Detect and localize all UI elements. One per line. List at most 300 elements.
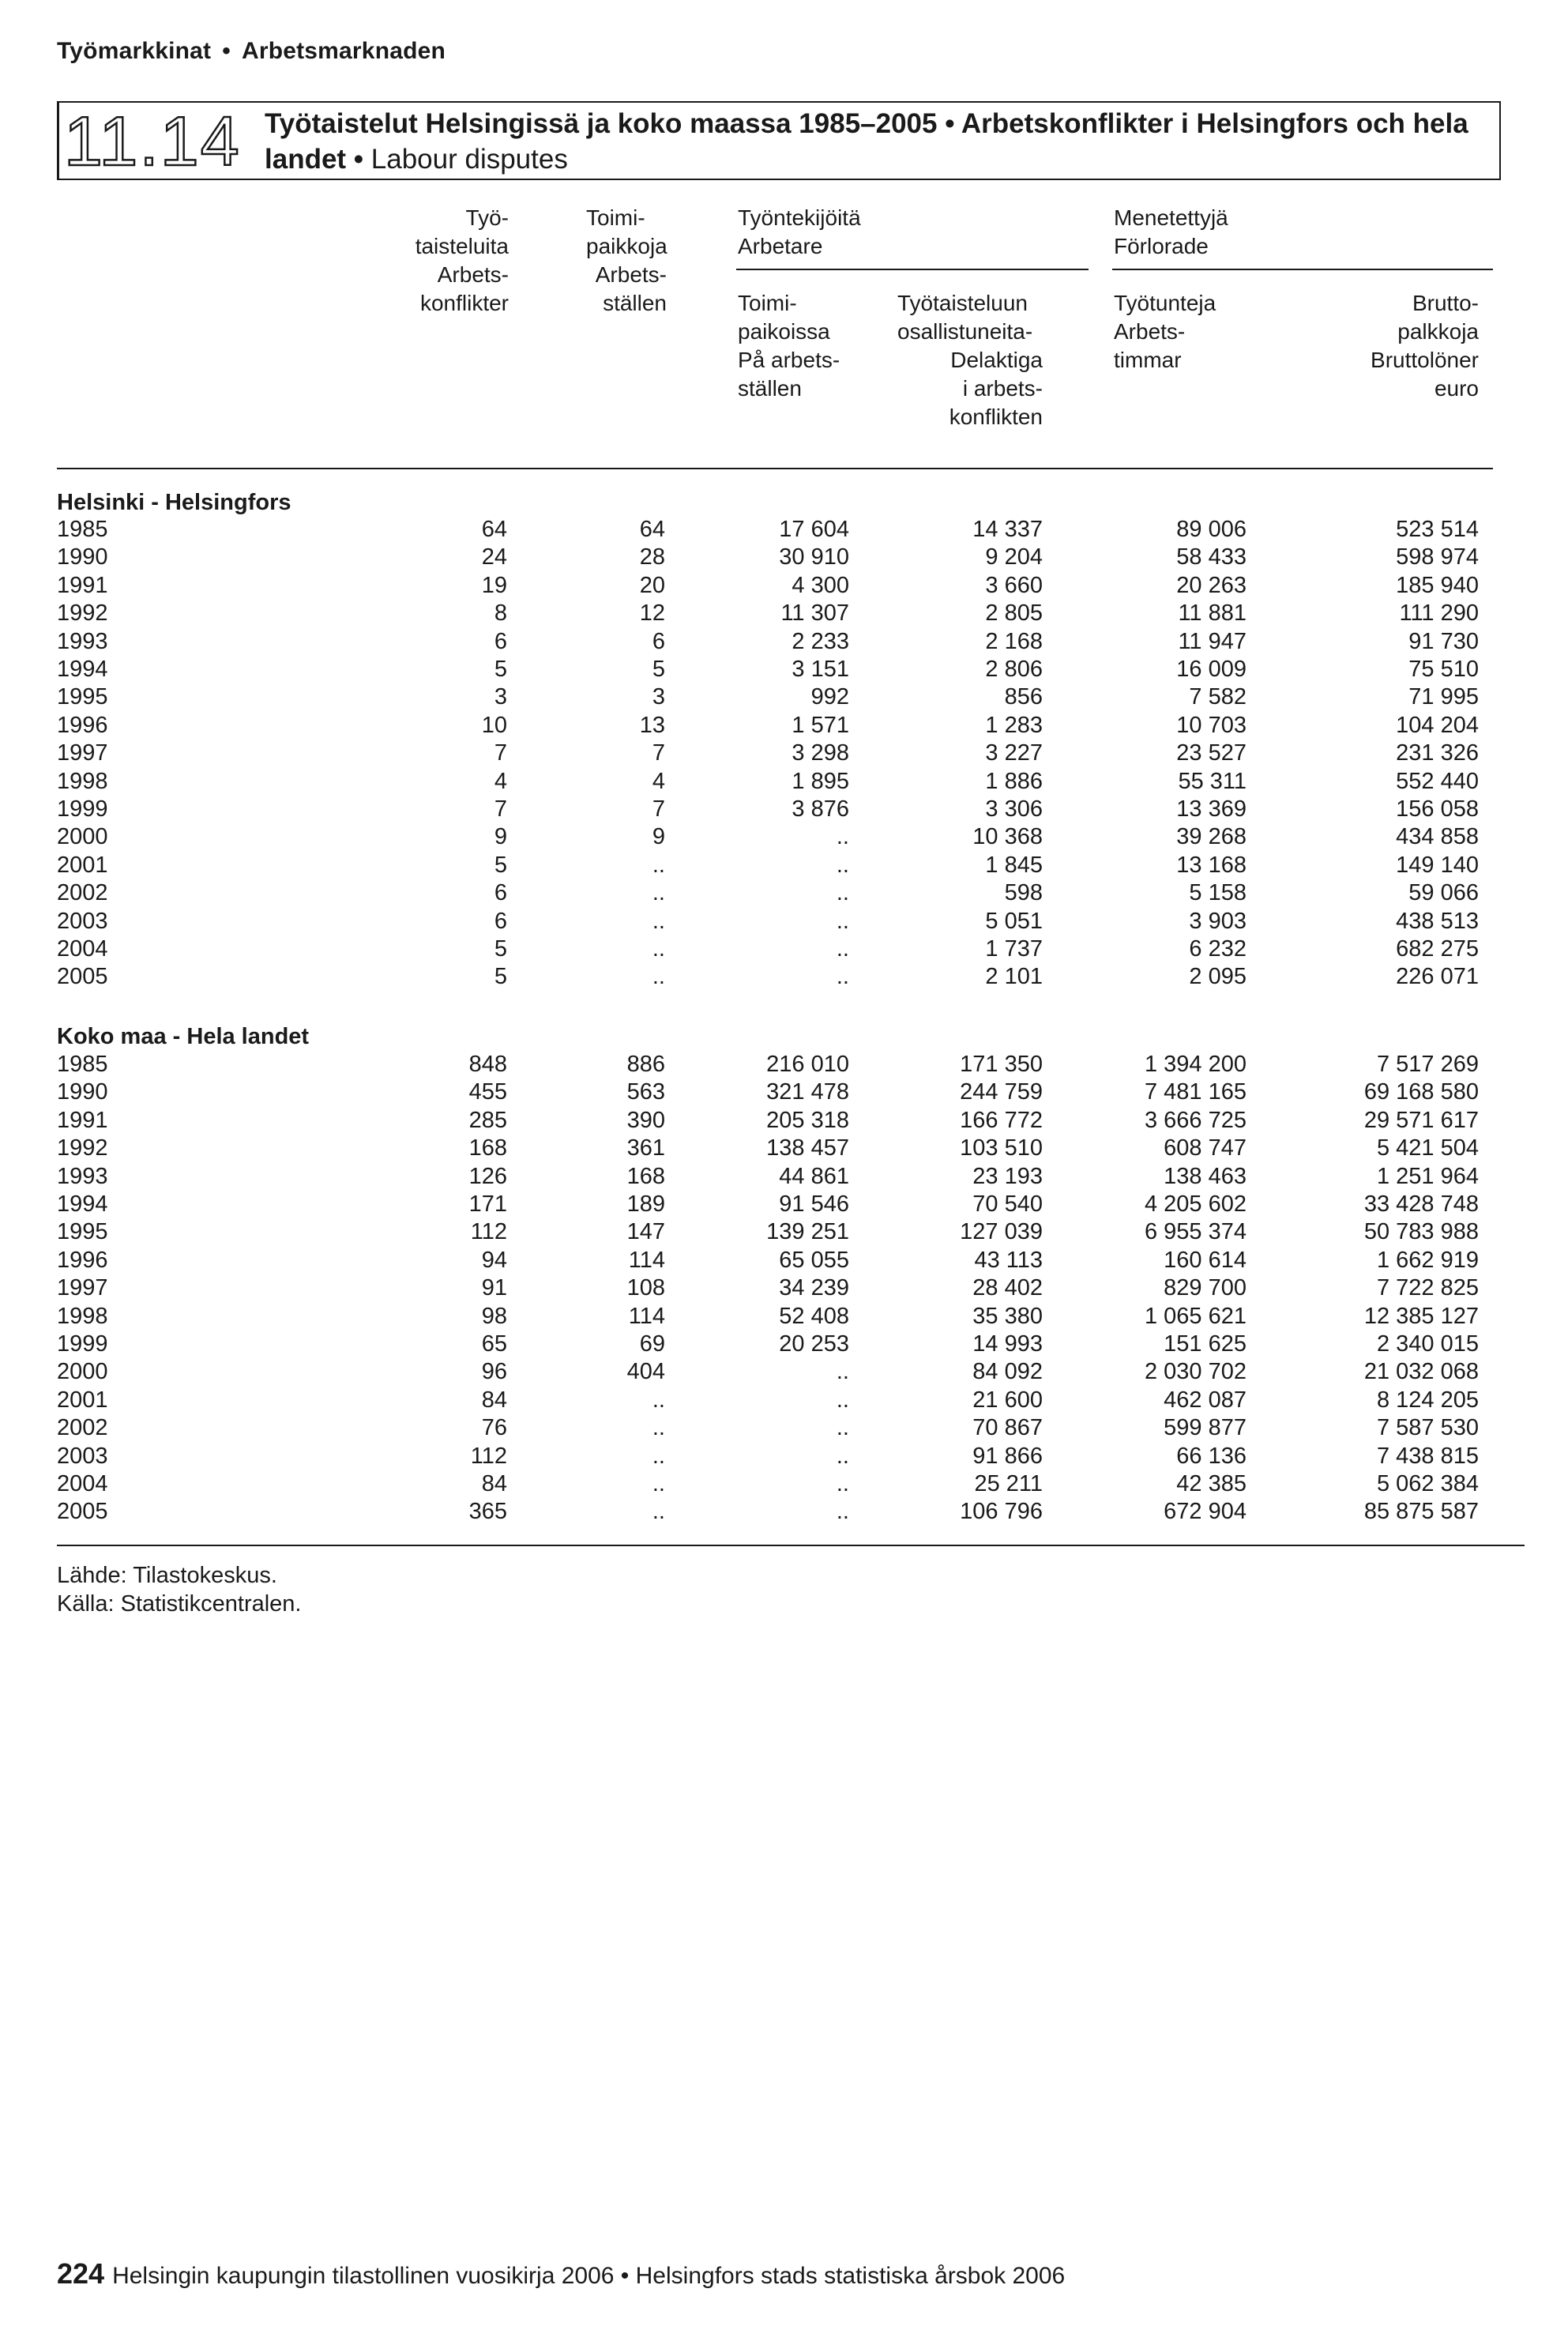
cell-c1: 91: [481, 1275, 507, 1301]
cell-c6: 50 783 988: [1363, 1219, 1479, 1245]
cell-c1: 96: [481, 1359, 507, 1385]
row-year: 2004: [57, 1471, 108, 1496]
cell-c5: 11 947: [1178, 628, 1247, 654]
cell-c5: 42 385: [1176, 1471, 1247, 1496]
cell-c6: 2 340 015: [1376, 1331, 1479, 1357]
cell-c1: 94: [481, 1247, 507, 1273]
header-line: paikkoja: [586, 234, 667, 258]
cell-c5: 6 232: [1189, 936, 1247, 962]
cell-c3: 52 408: [779, 1303, 849, 1329]
cell-c6: 69 168 580: [1363, 1079, 1479, 1105]
cell-c4: 3 227: [985, 740, 1043, 766]
cell-c5: 2 095: [1189, 964, 1247, 990]
cell-c3: ..: [836, 936, 849, 962]
cell-c4: 2 805: [985, 600, 1043, 627]
header-line: euro: [1434, 376, 1479, 401]
header-col-hours: [1114, 289, 1256, 375]
header-rule-lost: [1112, 269, 1493, 270]
cell-c2: ..: [652, 880, 665, 906]
cell-c1: 7: [494, 796, 507, 822]
row-year: 1997: [57, 740, 108, 766]
cell-c1: 171: [468, 1191, 507, 1217]
cell-c1: 6: [494, 628, 507, 654]
cell-c6: 111 290: [1399, 600, 1479, 627]
cell-c6: 91 730: [1408, 628, 1479, 654]
cell-c6: 5 421 504: [1376, 1135, 1479, 1161]
cell-c4: 91 866: [972, 1443, 1043, 1469]
row-year: 2005: [57, 1499, 108, 1525]
cell-c3: 1 571: [792, 712, 849, 738]
header-line: Bruttolöner: [1371, 348, 1479, 372]
header-rule-workers: [736, 269, 1089, 270]
table-row: [0, 656, 1568, 683]
header-col-wages: [1311, 289, 1479, 403]
table-row: [0, 1303, 1568, 1331]
page-number: 224: [57, 2257, 105, 2290]
table-row: [0, 1358, 1568, 1386]
cell-c1: 6: [494, 908, 507, 934]
cell-c1: 112: [470, 1219, 507, 1245]
table-row: [0, 1247, 1568, 1274]
section-title-sv: Arbetsmarknaden: [241, 38, 446, 64]
table-row: [0, 1498, 1568, 1526]
cell-c3: 3 151: [792, 657, 849, 682]
cell-c4: 14 993: [972, 1331, 1043, 1357]
cell-c6: 682 275: [1396, 936, 1479, 962]
cell-c5: 5 158: [1189, 880, 1247, 906]
cell-c2: 404: [626, 1359, 665, 1385]
header-line: Työntekijöitä: [738, 205, 861, 230]
row-year: 2005: [57, 964, 108, 990]
cell-c5: 3 903: [1189, 908, 1247, 934]
cell-c3: 30 910: [779, 544, 849, 570]
cell-c2: 108: [626, 1275, 665, 1301]
header-line: ställen: [603, 291, 667, 315]
header-line: Arbets-: [595, 262, 667, 287]
cell-c2: ..: [652, 936, 665, 962]
cell-c2: ..: [652, 908, 665, 934]
row-year: 1991: [57, 572, 108, 598]
table-number: 11.14: [64, 102, 241, 180]
cell-c6: 71 995: [1408, 684, 1479, 710]
cell-c6: 8 124 205: [1376, 1387, 1479, 1413]
cell-c4: 856: [1004, 684, 1043, 710]
row-year: 1992: [57, 1135, 108, 1161]
table-title-bold: Työtaistelut Helsingissä ja koko maassa 1985–2005 • Arbetskonflikter i Helsingfors och hela landet •: [265, 108, 1468, 175]
cell-c3: 91 546: [779, 1191, 849, 1217]
section-header: [57, 38, 446, 65]
cell-c4: 1 886: [985, 768, 1043, 794]
cell-c4: 3 306: [985, 796, 1043, 822]
cell-c3: ..: [836, 908, 849, 934]
header-line: i arbets-: [962, 376, 1043, 401]
cell-c3: 1 895: [792, 768, 849, 794]
cell-c4: 598: [1004, 880, 1043, 906]
table-row: [0, 796, 1568, 823]
header-line: konflikter: [419, 291, 509, 315]
header-group-lost: [1114, 204, 1477, 261]
cell-c3: ..: [836, 824, 849, 850]
cell-c2: ..: [652, 964, 665, 990]
cell-c1: 84: [481, 1471, 507, 1496]
cell-c3: ..: [836, 1471, 849, 1496]
cell-c2: 189: [626, 1191, 665, 1217]
header-line: Toimi-: [586, 205, 645, 230]
cell-c3: 216 010: [766, 1052, 849, 1077]
cell-c1: 455: [468, 1079, 507, 1105]
cell-c4: 9 204: [985, 544, 1043, 570]
cell-c4: 2 806: [985, 657, 1043, 682]
table-row: [0, 1218, 1568, 1246]
row-year: 1991: [57, 1107, 108, 1133]
source-fi: Lähde: Tilastokeskus.: [57, 1563, 277, 1588]
header-line: Arbetare: [738, 234, 823, 258]
cell-c2: 4: [652, 768, 665, 794]
cell-c4: 21 600: [972, 1387, 1043, 1413]
cell-c5: 13 369: [1176, 796, 1247, 822]
cell-c3: ..: [836, 852, 849, 878]
cell-c4: 1 283: [985, 712, 1043, 738]
cell-c6: 85 875 587: [1363, 1499, 1479, 1525]
table-row: [0, 1443, 1568, 1470]
cell-c3: 3 876: [792, 796, 849, 822]
cell-c3: ..: [836, 1499, 849, 1525]
row-year: 1998: [57, 1303, 108, 1329]
cell-c2: ..: [652, 1443, 665, 1469]
header-line: paikoissa: [738, 319, 830, 344]
row-year: 2003: [57, 908, 108, 934]
table-row: [0, 628, 1568, 656]
header-line: Menetettyjä: [1114, 205, 1228, 230]
cell-c3: ..: [836, 1359, 849, 1385]
cell-c1: 5: [494, 964, 507, 990]
footer-text: Helsingin kaupungin tilastollinen vuosikirja 2006 • Helsingfors stads statistiska årsbok 2006: [112, 2263, 1066, 2289]
cell-c3: 34 239: [779, 1275, 849, 1301]
cell-c1: 7: [494, 740, 507, 766]
header-bottom-rule: [57, 468, 1493, 469]
cell-c1: 112: [470, 1443, 507, 1469]
cell-c4: 28 402: [972, 1275, 1043, 1301]
table-row: [0, 1107, 1568, 1135]
cell-c3: 65 055: [779, 1247, 849, 1273]
table-row: [0, 879, 1568, 907]
table-row: [0, 1387, 1568, 1414]
cell-c5: 599 877: [1164, 1415, 1247, 1441]
cell-c3: 138 457: [766, 1135, 849, 1161]
cell-c2: ..: [652, 1471, 665, 1496]
cell-c5: 10 703: [1176, 712, 1247, 738]
cell-c3: 17 604: [779, 517, 849, 542]
cell-c6: 33 428 748: [1363, 1191, 1479, 1217]
cell-c3: 2 233: [792, 628, 849, 654]
cell-c2: 13: [639, 712, 665, 738]
cell-c6: 434 858: [1396, 824, 1479, 850]
cell-c3: 3 298: [792, 740, 849, 766]
group-label-whole-country: Koko maa - Hela landet: [57, 1024, 310, 1049]
cell-c1: 126: [468, 1163, 507, 1189]
cell-c5: 16 009: [1176, 657, 1247, 682]
row-year: 1999: [57, 1331, 108, 1357]
cell-c5: 1 394 200: [1144, 1052, 1247, 1077]
cell-c6: 29 571 617: [1363, 1107, 1479, 1133]
cell-c6: 12 385 127: [1363, 1303, 1479, 1329]
cell-c4: 171 350: [960, 1052, 1043, 1077]
cell-c5: 151 625: [1164, 1331, 1247, 1357]
table-row: [0, 852, 1568, 879]
cell-c6: 7 438 815: [1376, 1443, 1479, 1469]
cell-c6: 552 440: [1396, 768, 1479, 794]
cell-c6: 1 662 919: [1376, 1247, 1479, 1273]
row-year: 1993: [57, 628, 108, 654]
table-row: [0, 963, 1568, 991]
cell-c2: 64: [639, 517, 665, 542]
table-row: [0, 1191, 1568, 1218]
cell-c4: 25 211: [974, 1471, 1043, 1496]
header-line: Työtaisteluun: [897, 291, 1028, 315]
cell-c2: 28: [639, 544, 665, 570]
cell-c1: 4: [494, 768, 507, 794]
row-year: 2001: [57, 852, 108, 878]
cell-c3: ..: [836, 1387, 849, 1413]
cell-c6: 149 140: [1396, 852, 1479, 878]
row-year: 2000: [57, 1359, 108, 1385]
cell-c4: 70 540: [972, 1191, 1043, 1217]
header-line: Arbets-: [1114, 319, 1186, 344]
cell-c2: 114: [628, 1303, 665, 1329]
cell-c5: 3 666 725: [1144, 1107, 1247, 1133]
table-row: [0, 600, 1568, 627]
cell-c6: 156 058: [1396, 796, 1479, 822]
cell-c1: 5: [494, 657, 507, 682]
row-year: 2004: [57, 936, 108, 962]
cell-c6: 523 514: [1396, 517, 1479, 542]
cell-c4: 3 660: [985, 572, 1043, 598]
cell-c4: 14 337: [972, 517, 1043, 542]
cell-c2: 9: [652, 824, 665, 850]
section-title-fi: Työmarkkinat: [57, 38, 212, 64]
page-footer: [57, 2258, 1065, 2292]
table-row: [0, 1051, 1568, 1078]
table-row: [0, 572, 1568, 600]
row-year: 1992: [57, 600, 108, 627]
table-title-box: [57, 101, 1501, 180]
table-row: [0, 1163, 1568, 1191]
cell-c2: 390: [626, 1107, 665, 1133]
cell-c4: 166 772: [960, 1107, 1043, 1133]
cell-c5: 138 463: [1164, 1163, 1247, 1189]
cell-c6: 1 251 964: [1376, 1163, 1479, 1189]
cell-c2: ..: [652, 1499, 665, 1525]
table-row: [0, 740, 1568, 767]
header-col-workplaces: [586, 204, 697, 318]
cell-c2: 361: [626, 1135, 665, 1161]
row-year: 1999: [57, 796, 108, 822]
cell-c6: 21 032 068: [1363, 1359, 1479, 1385]
cell-c1: 5: [494, 852, 507, 878]
row-year: 1985: [57, 517, 108, 542]
cell-c4: 10 368: [972, 824, 1043, 850]
row-year: 2000: [57, 824, 108, 850]
row-year: 2001: [57, 1387, 108, 1413]
cell-c4: 2 101: [985, 964, 1043, 990]
table-row: [0, 908, 1568, 935]
cell-c6: 104 204: [1396, 712, 1479, 738]
cell-c6: 59 066: [1408, 880, 1479, 906]
cell-c3: 44 861: [779, 1163, 849, 1189]
section-separator: •: [222, 38, 231, 64]
header-col-disputes: [379, 204, 509, 318]
cell-c5: 11 881: [1178, 600, 1247, 627]
cell-c1: 10: [481, 712, 507, 738]
cell-c1: 3: [494, 684, 507, 710]
cell-c6: 598 974: [1396, 544, 1479, 570]
cell-c6: 75 510: [1408, 657, 1479, 682]
cell-c1: 64: [481, 517, 507, 542]
cell-c5: 66 136: [1176, 1443, 1247, 1469]
source-sv: Källa: Statistikcentralen.: [57, 1591, 302, 1617]
header-line: taisteluita: [415, 234, 509, 258]
cell-c5: 23 527: [1176, 740, 1247, 766]
cell-c4: 2 168: [985, 628, 1043, 654]
cell-c2: 7: [652, 796, 665, 822]
cell-c5: 39 268: [1176, 824, 1247, 850]
header-col-at-workplaces: [738, 289, 864, 403]
cell-c5: 55 311: [1178, 768, 1247, 794]
cell-c3: 4 300: [792, 572, 849, 598]
table-row: [0, 516, 1568, 544]
cell-c1: 6: [494, 880, 507, 906]
cell-c1: 365: [468, 1499, 507, 1525]
cell-c4: 5 051: [985, 908, 1043, 934]
cell-c2: 6: [652, 628, 665, 654]
table-row: [0, 1470, 1568, 1498]
cell-c5: 829 700: [1164, 1275, 1247, 1301]
cell-c6: 226 071: [1396, 964, 1479, 990]
cell-c4: 1 845: [985, 852, 1043, 878]
cell-c6: 7 587 530: [1376, 1415, 1479, 1441]
cell-c1: 98: [481, 1303, 507, 1329]
table-row: [0, 544, 1568, 571]
cell-c1: 168: [468, 1135, 507, 1161]
cell-c4: 244 759: [960, 1079, 1043, 1105]
table-row: [0, 712, 1568, 740]
cell-c5: 58 433: [1176, 544, 1247, 570]
cell-c6: 185 940: [1396, 572, 1479, 598]
header-line: Brutto-: [1412, 291, 1479, 315]
cell-c2: 7: [652, 740, 665, 766]
row-year: 2003: [57, 1443, 108, 1469]
row-year: 1996: [57, 712, 108, 738]
cell-c3: ..: [836, 1443, 849, 1469]
header-line: Arbets-: [437, 262, 509, 287]
cell-c6: 7 722 825: [1376, 1275, 1479, 1301]
header-line: osallistuneita-: [897, 319, 1033, 344]
cell-c5: 160 614: [1164, 1247, 1247, 1273]
row-year: 2002: [57, 880, 108, 906]
cell-c6: 231 326: [1396, 740, 1479, 766]
cell-c1: 65: [481, 1331, 507, 1357]
cell-c3: 11 307: [780, 600, 849, 627]
cell-c5: 13 168: [1176, 852, 1247, 878]
cell-c2: ..: [652, 1387, 665, 1413]
header-line: Förlorade: [1114, 234, 1209, 258]
table-title: [265, 106, 1497, 177]
cell-c2: 12: [639, 600, 665, 627]
cell-c1: 84: [481, 1387, 507, 1413]
row-year: 1994: [57, 657, 108, 682]
cell-c3: ..: [836, 964, 849, 990]
cell-c5: 462 087: [1164, 1387, 1247, 1413]
row-year: 1997: [57, 1275, 108, 1301]
table-row: [0, 935, 1568, 963]
cell-c4: 35 380: [972, 1303, 1043, 1329]
cell-c3: 992: [810, 684, 849, 710]
header-line: palkkoja: [1397, 319, 1479, 344]
table-row: [0, 1414, 1568, 1442]
header-line: Toimi-: [738, 291, 797, 315]
table-row: [0, 683, 1568, 711]
cell-c1: 8: [494, 600, 507, 627]
cell-c2: ..: [652, 1415, 665, 1441]
cell-c1: 9: [494, 824, 507, 850]
row-year: 1990: [57, 544, 108, 570]
row-year: 1990: [57, 1079, 108, 1105]
cell-c5: 1 065 621: [1144, 1303, 1247, 1329]
group-label-helsinki: Helsinki - Helsingfors: [57, 490, 291, 515]
cell-c4: 70 867: [972, 1415, 1043, 1441]
table-row: [0, 1135, 1568, 1162]
cell-c3: 321 478: [766, 1079, 849, 1105]
cell-c2: 3: [652, 684, 665, 710]
cell-c3: ..: [836, 880, 849, 906]
cell-c4: 23 193: [972, 1163, 1043, 1189]
row-year: 2002: [57, 1415, 108, 1441]
header-line: På arbets-: [738, 348, 840, 372]
header-line: ställen: [738, 376, 802, 401]
header-col-participants: [885, 289, 1043, 431]
cell-c2: ..: [652, 852, 665, 878]
header-line: konflikten: [949, 405, 1043, 429]
cell-c4: 106 796: [960, 1499, 1043, 1525]
cell-c5: 20 263: [1176, 572, 1247, 598]
cell-c5: 7 582: [1189, 684, 1247, 710]
cell-c5: 672 904: [1164, 1499, 1247, 1525]
cell-c6: 7 517 269: [1376, 1052, 1479, 1077]
cell-c1: 76: [481, 1415, 507, 1441]
table-row: [0, 1078, 1568, 1106]
table-row: [0, 1331, 1568, 1358]
cell-c4: 1 737: [985, 936, 1043, 962]
cell-c1: 285: [468, 1107, 507, 1133]
cell-c2: 886: [626, 1052, 665, 1077]
cell-c1: 19: [481, 572, 507, 598]
table-row: [0, 823, 1568, 851]
table-bottom-rule: [57, 1545, 1525, 1546]
cell-c5: 4 205 602: [1144, 1191, 1247, 1217]
table-title-english: Labour disputes: [363, 144, 568, 175]
row-year: 1985: [57, 1052, 108, 1077]
header-line: Työtunteja: [1114, 291, 1216, 315]
cell-c2: 69: [639, 1331, 665, 1357]
cell-c5: 608 747: [1164, 1135, 1247, 1161]
cell-c3: ..: [836, 1415, 849, 1441]
cell-c2: 563: [626, 1079, 665, 1105]
cell-c2: 114: [628, 1247, 665, 1273]
header-group-workers: [738, 204, 1054, 261]
cell-c4: 127 039: [960, 1219, 1043, 1245]
cell-c2: 147: [626, 1219, 665, 1245]
cell-c3: 205 318: [766, 1107, 849, 1133]
